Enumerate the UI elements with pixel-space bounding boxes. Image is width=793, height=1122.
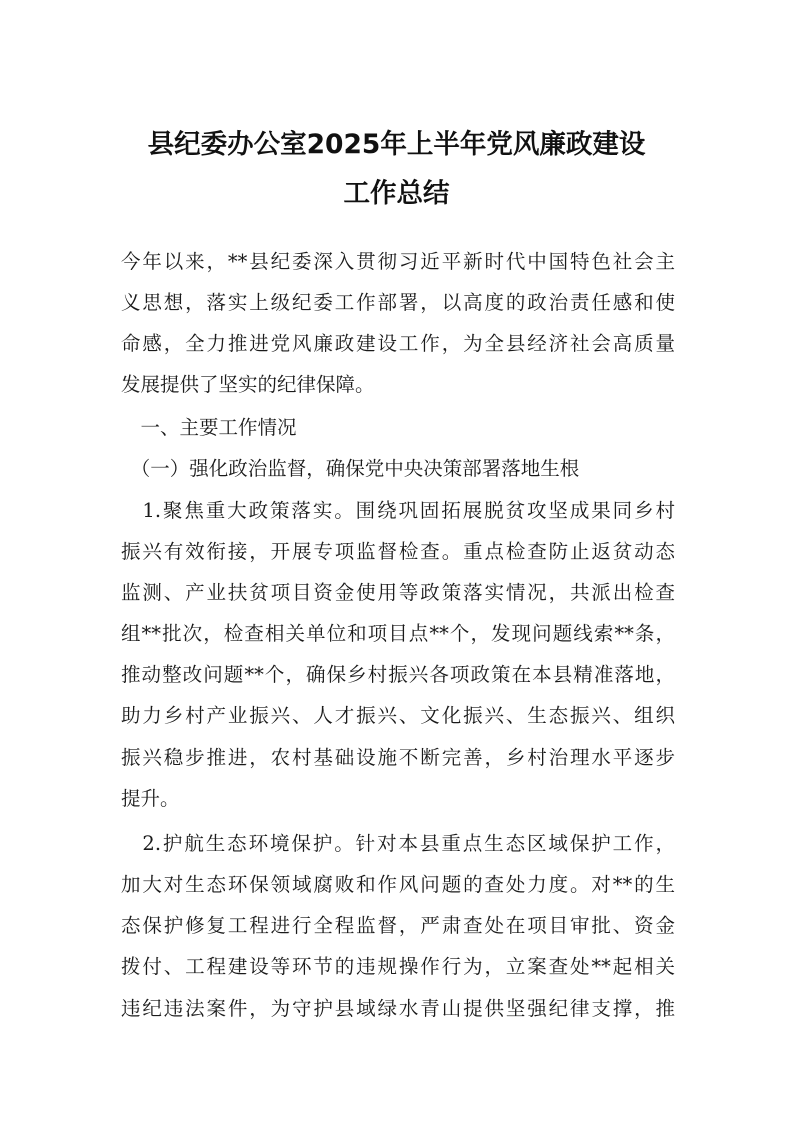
body-line: 拨付、工程建设等环节的违规操作行为，立案查处**起相关: [121, 955, 675, 978]
body-line: 监测、产业扶贫项目资金使用等政策落实情况，共派出检查: [121, 581, 675, 604]
body-line: 振兴有效衔接，开展专项监督检查。重点检查防止返贫动态: [121, 540, 675, 563]
document-title-line-2: 工作总结: [343, 178, 450, 209]
body-line: 发展提供了坚实的纪律保障。: [121, 373, 375, 396]
section-heading: 一、主要工作情况: [121, 416, 297, 439]
body-line: 推动整改问题**个，确保乡村振兴各项政策在本县精准落地，: [121, 663, 675, 686]
body-line: 提升。: [121, 787, 180, 810]
body-line: 今年以来，**县纪委深入贯彻习近平新时代中国特色社会主: [121, 250, 675, 273]
body-line: 违纪违法案件，为守护县域绿水青山提供坚强纪律支撑，推: [121, 997, 675, 1020]
body-line: 义思想，落实上级纪委工作部署，以高度的政治责任感和使: [121, 291, 675, 314]
body-line: 1.聚焦重大政策落实。围绕巩固拓展脱贫攻坚成果同乡村: [121, 499, 675, 522]
body-line: 组**批次，检查相关单位和项目点**个，发现问题线索**条，: [121, 622, 675, 645]
subsection-heading: （一）强化政治监督，确保党中央决策部署落地生根: [121, 457, 580, 480]
body-line: 2.护航生态环境保护。针对本县重点生态区域保护工作，: [121, 832, 675, 855]
body-line: 命感，全力推进党风廉政建设工作，为全县经济社会高质量: [121, 332, 675, 355]
body-line: 加大对生态环保领域腐败和作风问题的查处力度。对**的生: [121, 873, 675, 896]
body-line: 助力乡村产业振兴、人才振兴、文化振兴、生态振兴、组织: [121, 704, 675, 727]
document-title-line-1: 县纪委办公室2025年上半年党风廉政建设: [147, 129, 646, 160]
body-line: 态保护修复工程进行全程监督，严肃查处在项目审批、资金: [121, 914, 675, 937]
body-line: 振兴稳步推进，农村基础设施不断完善，乡村治理水平逐步: [121, 746, 675, 769]
